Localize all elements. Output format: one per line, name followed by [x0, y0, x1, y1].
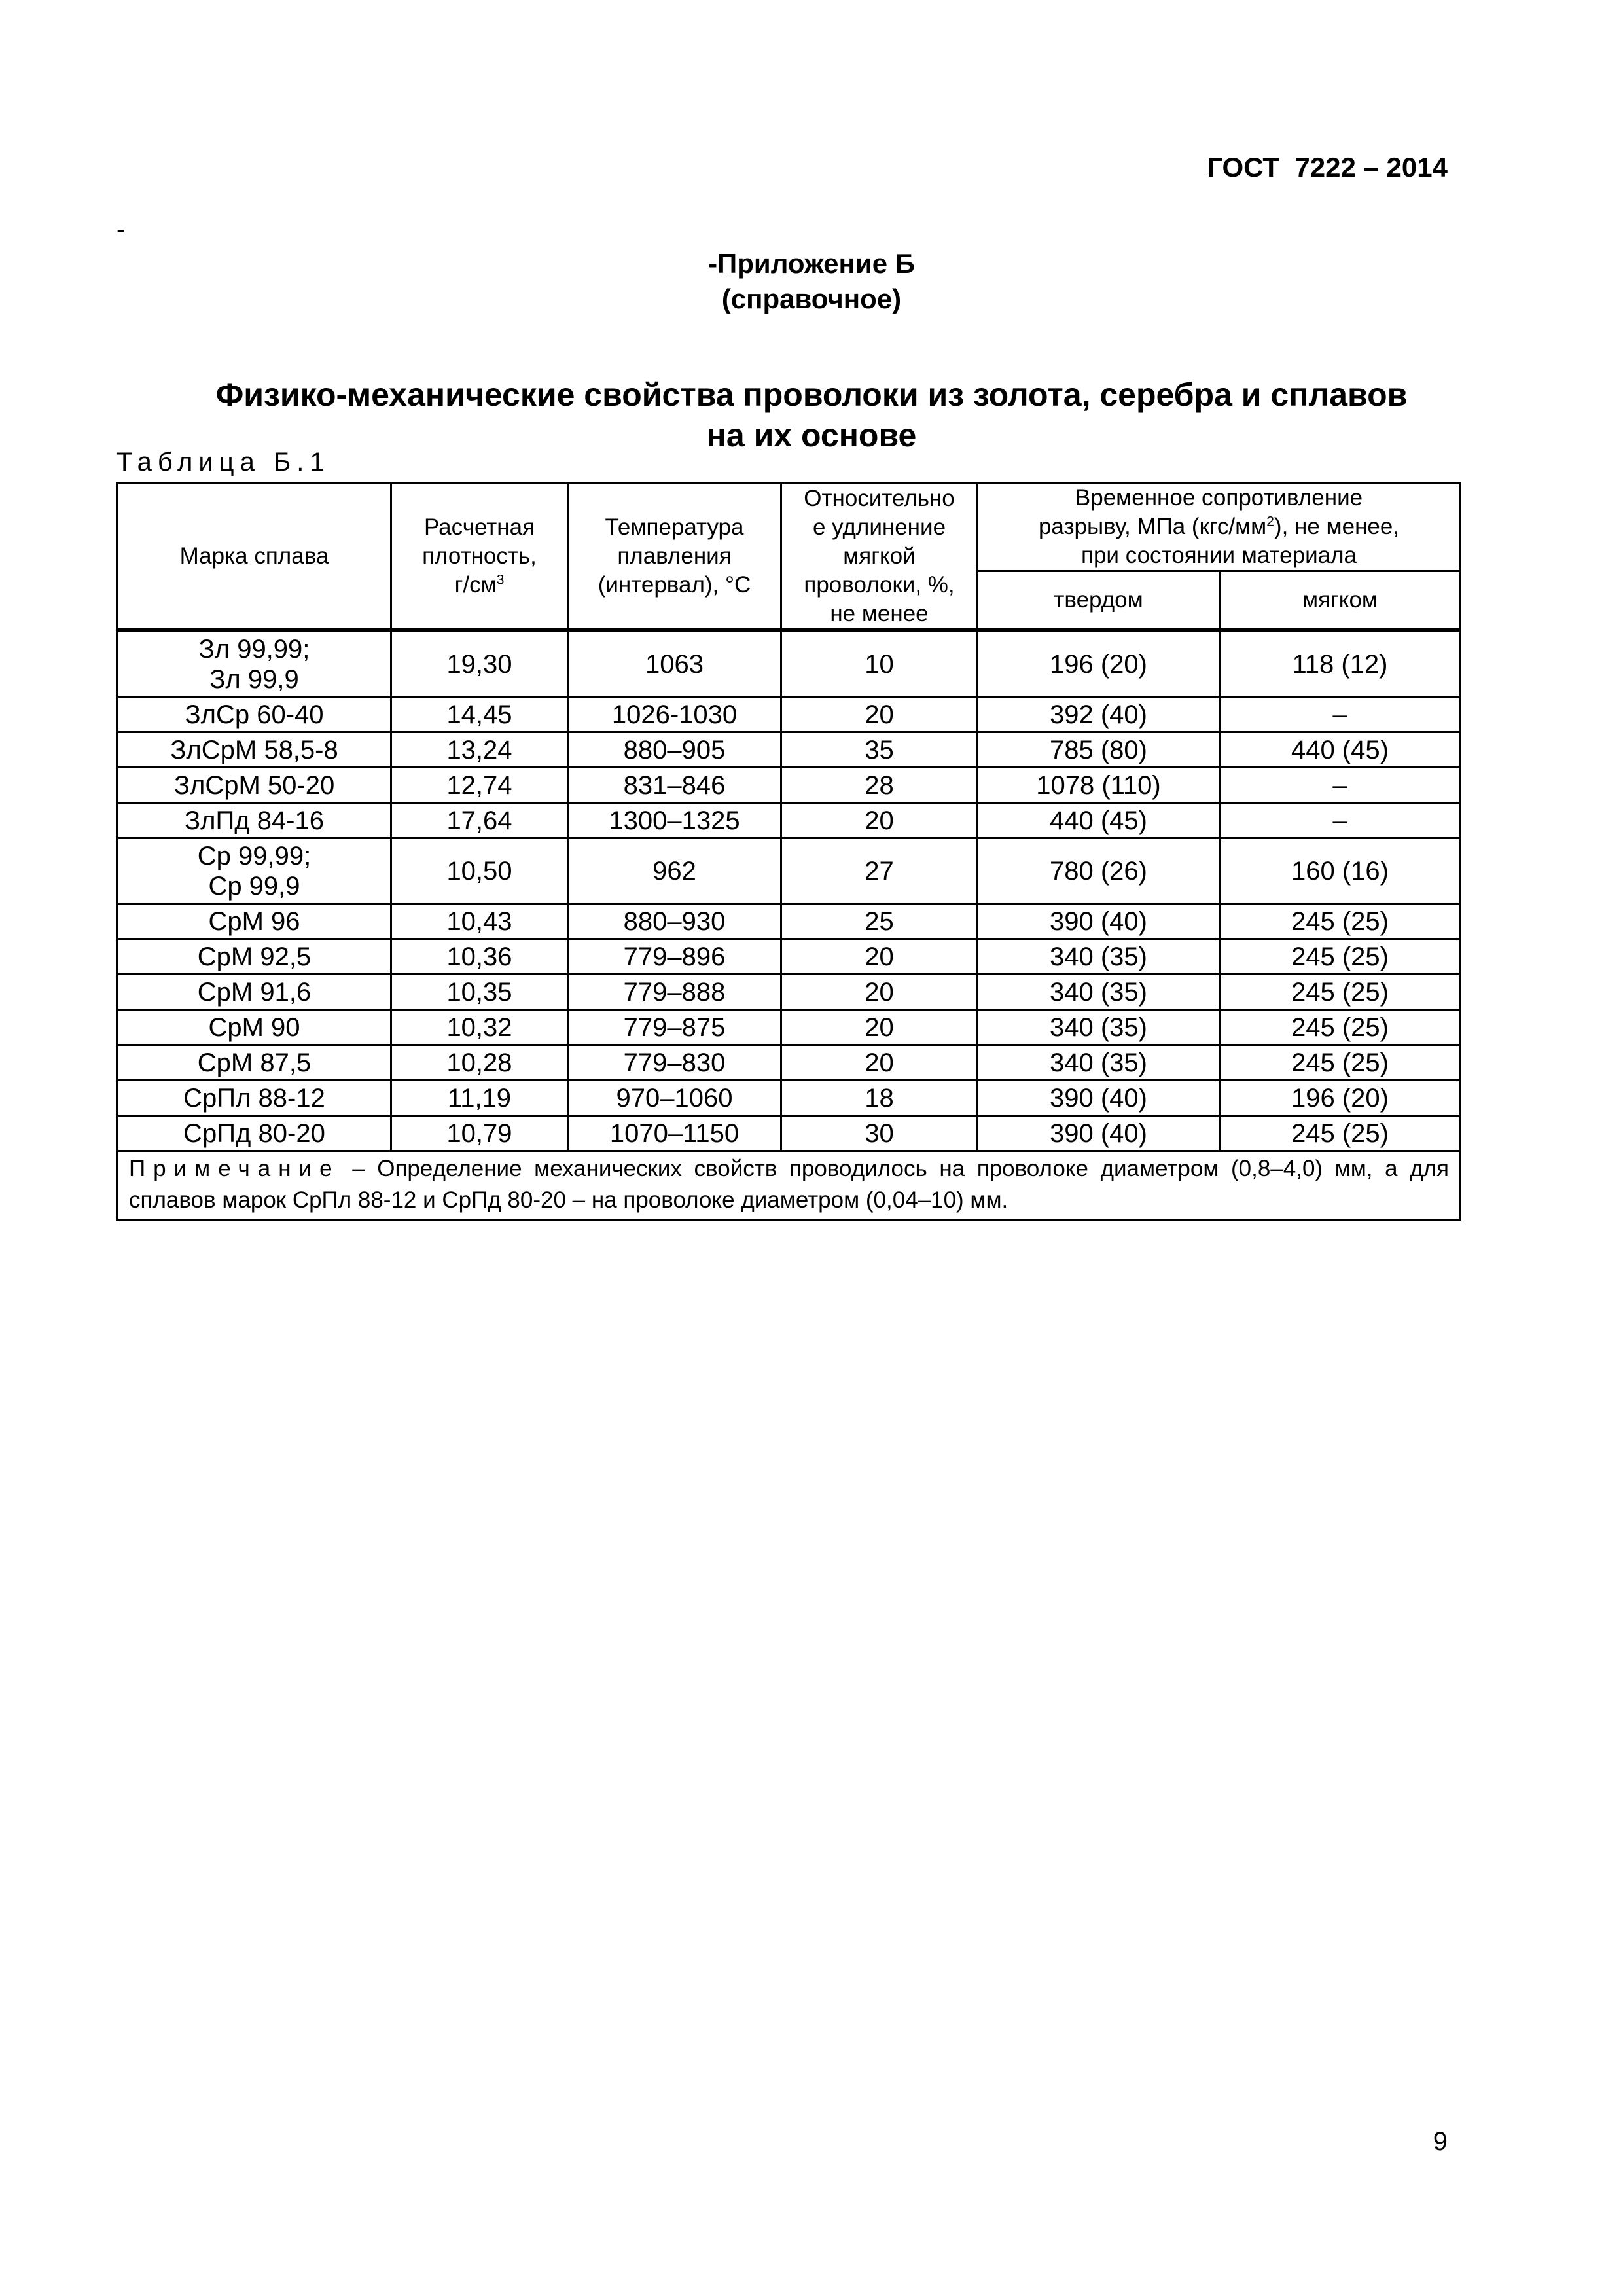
cell-density: 10,43	[391, 904, 568, 939]
cell-soft: 245 (25)	[1220, 939, 1461, 975]
cell-soft: –	[1220, 803, 1461, 838]
table-row	[118, 1116, 1461, 1151]
appendix-title: -Приложение Б	[708, 248, 915, 279]
cell-grade: ЗлСрМ 50-20	[118, 768, 391, 803]
cell-elongation: 18	[781, 1081, 978, 1116]
cell-melting: 1300–1325	[568, 803, 781, 838]
cell-density: 17,64	[391, 803, 568, 838]
document-title-line-1: Физико-механические свойства проволоки из золота, серебра и сплавов	[215, 376, 1408, 413]
cell-elongation: 25	[781, 904, 978, 939]
table-row	[118, 838, 1461, 904]
cell-elongation: 20	[781, 803, 978, 838]
table-row	[118, 768, 1461, 803]
header-grade	[118, 483, 391, 631]
cell-melting: 880–930	[568, 904, 781, 939]
cell-grade: ЗлСрМ 58,5-8	[118, 732, 391, 768]
cell-soft: 160 (16)	[1220, 838, 1461, 904]
table-row	[118, 975, 1461, 1010]
cell-elongation: 28	[781, 768, 978, 803]
cell-soft: 245 (25)	[1220, 904, 1461, 939]
header-strength-unit-end: ), не менее,	[1274, 514, 1400, 539]
cell-hard: 340 (35)	[978, 1045, 1220, 1081]
cell-density: 13,24	[391, 732, 568, 768]
cell-grade: СрМ 90	[118, 1010, 391, 1045]
cell-elongation: 20	[781, 697, 978, 732]
cell-soft: 196 (20)	[1220, 1081, 1461, 1116]
table-row	[118, 803, 1461, 838]
stray-mark: -	[116, 216, 125, 243]
properties-table	[116, 482, 1461, 1221]
cell-density: 10,50	[391, 838, 568, 904]
cell-density: 11,19	[391, 1081, 568, 1116]
cell-grade: СрМ 87,5	[118, 1045, 391, 1081]
cell-elongation: 10	[781, 630, 978, 697]
cell-hard: 780 (26)	[978, 838, 1220, 904]
cell-grade: СрМ 96	[118, 904, 391, 939]
cell-melting: 779–875	[568, 1010, 781, 1045]
cell-hard: 390 (40)	[978, 1081, 1220, 1116]
cell-density: 10,32	[391, 1010, 568, 1045]
cell-density: 10,79	[391, 1116, 568, 1151]
cell-grade-line-2: Ср 99,9	[208, 871, 300, 901]
header-density-unit: г/см	[454, 571, 497, 598]
table-row	[118, 697, 1461, 732]
table-row	[118, 939, 1461, 975]
cell-hard: 340 (35)	[978, 1010, 1220, 1045]
table-row	[118, 1010, 1461, 1045]
header-melting	[568, 483, 781, 631]
document-title	[0, 374, 1623, 456]
cell-elongation: 27	[781, 838, 978, 904]
note-label: Примечание	[129, 1156, 340, 1181]
cell-elongation: 35	[781, 732, 978, 768]
cell-hard: 392 (40)	[978, 697, 1220, 732]
cell-grade-line-2: Зл 99,9	[209, 664, 299, 694]
cell-hard: 1078 (110)	[978, 768, 1220, 803]
cell-grade-line-1: Ср 99,99;	[197, 841, 312, 870]
table-row	[118, 904, 1461, 939]
header-density	[391, 483, 568, 631]
appendix-heading	[0, 246, 1623, 317]
header-strength-unit: разрыву, МПа (кгс/мм	[1038, 514, 1267, 539]
cell-elongation: 20	[781, 975, 978, 1010]
cell-hard: 390 (40)	[978, 1116, 1220, 1151]
cell-grade: СрПл 88-12	[118, 1081, 391, 1116]
document-title-line-2: на их основе	[706, 417, 917, 454]
cell-soft: –	[1220, 697, 1461, 732]
header-density-line-1: Расчетная	[423, 514, 535, 540]
cell-grade: СрМ 91,6	[118, 975, 391, 1010]
header-hard: твердом	[978, 571, 1220, 631]
cell-grade: СрМ 92,5	[118, 939, 391, 975]
cell-elongation: 30	[781, 1116, 978, 1151]
cell-density: 12,74	[391, 768, 568, 803]
note-text: – Определение механических свойств проводилось на проволоке диаметром (0,8–4,0) мм, а для сплавов марок СрПл 88-12 и СрПд 80-20 – на проволоке диаметром (0,04–10) мм.	[129, 1156, 1449, 1213]
header-density-line-2: плотность,	[422, 543, 537, 569]
cell-grade: ЗлПд 84-16	[118, 803, 391, 838]
cell-melting: 831–846	[568, 768, 781, 803]
table-row	[118, 732, 1461, 768]
appendix-subtitle: (справочное)	[721, 283, 902, 314]
cell-melting: 1063	[568, 630, 781, 697]
header-elongation-line-5: не менее	[830, 600, 929, 626]
header-density-sup: 3	[496, 571, 505, 587]
cell-density: 10,28	[391, 1045, 568, 1081]
cell-grade-line-1: Зл 99,99;	[198, 634, 310, 664]
cell-grade: ЗлСр 60-40	[118, 697, 391, 732]
cell-hard: 785 (80)	[978, 732, 1220, 768]
header-soft: мягком	[1220, 571, 1461, 631]
cell-density: 10,35	[391, 975, 568, 1010]
cell-elongation: 20	[781, 939, 978, 975]
table-row	[118, 630, 1461, 697]
header-strength-line-1: Временное сопротивление	[1075, 485, 1363, 511]
header-elongation-line-3: мягкой	[843, 543, 916, 569]
header-elongation-line-4: проволоки, %,	[804, 571, 955, 598]
header-melting-line-2: плавления	[617, 543, 732, 569]
header-elongation	[781, 483, 978, 631]
cell-hard: 340 (35)	[978, 939, 1220, 975]
cell-melting: 779–888	[568, 975, 781, 1010]
header-elongation-line-1: Относительно	[804, 485, 955, 511]
cell-soft: 440 (45)	[1220, 732, 1461, 768]
cell-hard: 196 (20)	[978, 630, 1220, 697]
cell-melting: 779–896	[568, 939, 781, 975]
cell-density: 14,45	[391, 697, 568, 732]
cell-melting: 1026-1030	[568, 697, 781, 732]
cell-hard: 340 (35)	[978, 975, 1220, 1010]
cell-melting: 880–905	[568, 732, 781, 768]
cell-melting: 779–830	[568, 1045, 781, 1081]
header-tensile-strength	[978, 483, 1461, 571]
cell-grade	[118, 838, 391, 904]
header-strength-sup: 2	[1266, 514, 1274, 529]
header-strength-line-3: при состоянии материала	[1081, 543, 1357, 568]
cell-soft: 245 (25)	[1220, 975, 1461, 1010]
cell-hard: 390 (40)	[978, 904, 1220, 939]
header-strength-line-2	[982, 512, 1455, 541]
table-label: Таблица Б.1	[116, 448, 330, 476]
cell-soft: 245 (25)	[1220, 1045, 1461, 1081]
cell-density: 19,30	[391, 630, 568, 697]
cell-grade: СрПд 80-20	[118, 1116, 391, 1151]
header-density-line-3	[396, 571, 563, 600]
cell-elongation: 20	[781, 1045, 978, 1081]
cell-elongation: 20	[781, 1010, 978, 1045]
cell-soft: 245 (25)	[1220, 1116, 1461, 1151]
header-melting-line-3: (интервал), °С	[597, 571, 751, 598]
cell-melting: 1070–1150	[568, 1116, 781, 1151]
cell-melting: 962	[568, 838, 781, 904]
cell-grade	[118, 630, 391, 697]
standard-number: ГОСТ 7222 – 2014	[1207, 152, 1448, 183]
header-grade-text: Марка сплава	[179, 543, 329, 569]
cell-soft: 245 (25)	[1220, 1010, 1461, 1045]
cell-hard: 440 (45)	[978, 803, 1220, 838]
cell-soft: 118 (12)	[1220, 630, 1461, 697]
table-note-row	[118, 1151, 1461, 1220]
page-number: 9	[1433, 2127, 1448, 2156]
header-melting-line-1: Температура	[605, 514, 744, 540]
cell-density: 10,36	[391, 939, 568, 975]
table-row	[118, 1045, 1461, 1081]
cell-melting: 970–1060	[568, 1081, 781, 1116]
cell-soft: –	[1220, 768, 1461, 803]
header-elongation-line-2: е удлинение	[812, 514, 946, 540]
table-note	[118, 1151, 1461, 1220]
table-row	[118, 1081, 1461, 1116]
